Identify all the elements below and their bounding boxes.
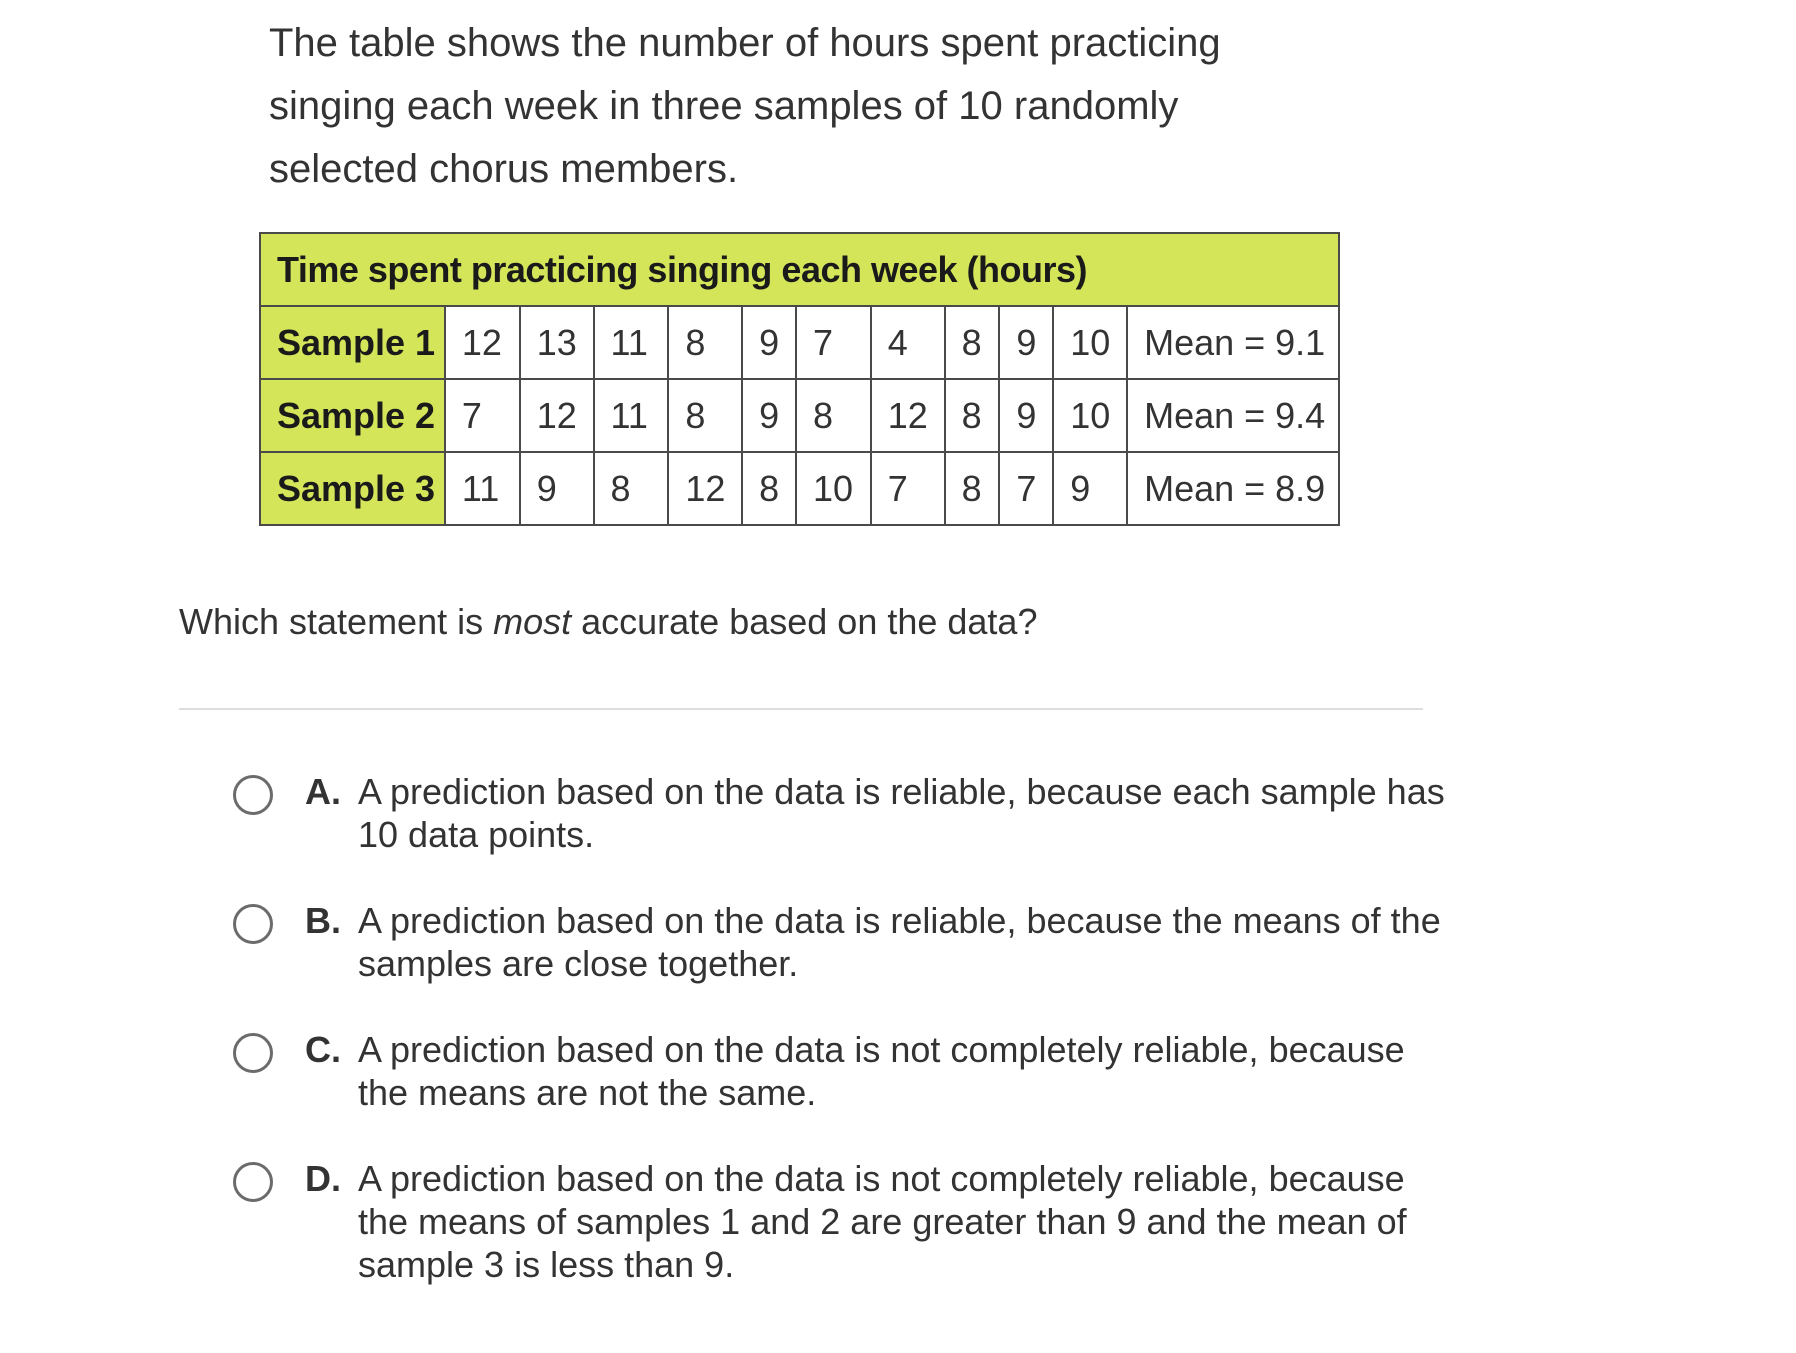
table-caption-row <box>260 233 1339 306</box>
table-cell: 8 <box>668 379 742 452</box>
table-cell: 7 <box>999 452 1053 525</box>
answer-choices <box>233 770 1453 1327</box>
table-row <box>260 306 1339 379</box>
table-cell: 7 <box>871 452 945 525</box>
table-cell: 12 <box>871 379 945 452</box>
table-cell: 9 <box>999 306 1053 379</box>
table-cell: 8 <box>668 306 742 379</box>
table-cell: 7 <box>796 306 871 379</box>
row-label: Sample 1 <box>260 306 445 379</box>
mean-cell: Mean = 9.4 <box>1127 379 1339 452</box>
radio-button-a[interactable] <box>233 775 273 815</box>
choice-letter: B. <box>305 900 341 941</box>
radio-button-d[interactable] <box>233 1162 273 1202</box>
choice-text: A prediction based on the data is not completely reliable, because the means of samples 1 and 2 are greater than 9 and the mean of sample 3 is less than 9. <box>358 1158 1407 1285</box>
table-cell: 9 <box>520 452 594 525</box>
choice-a[interactable] <box>233 770 1453 899</box>
radio-button-b[interactable] <box>233 904 273 944</box>
table-row <box>260 452 1339 525</box>
table-cell: 12 <box>520 379 594 452</box>
choice-letter: D. <box>305 1158 341 1199</box>
choice-text: A prediction based on the data is reliable, because each sample has 10 data points. <box>358 771 1445 855</box>
table-cell: 9 <box>742 379 796 452</box>
mean-cell: Mean = 9.1 <box>1127 306 1339 379</box>
question-emphasis: most <box>493 601 572 642</box>
table-cell: 11 <box>594 306 669 379</box>
table-cell: 10 <box>1053 379 1127 452</box>
table-cell: 9 <box>999 379 1053 452</box>
table-cell: 8 <box>742 452 796 525</box>
table-row <box>260 379 1339 452</box>
table-cell: 8 <box>945 306 1000 379</box>
question-prompt <box>179 598 1037 646</box>
intro-text: The table shows the number of hours spent practicing singing each week in three samples of 10 randomly selected chorus members. <box>269 21 1221 191</box>
divider <box>179 708 1423 710</box>
table-cell: 7 <box>445 379 520 452</box>
table-caption: Time spent practicing singing each week (hours) <box>260 233 1339 306</box>
table-cell: 8 <box>945 379 1000 452</box>
table-cell: 8 <box>594 452 669 525</box>
table-cell: 12 <box>445 306 520 379</box>
question-text-before: Which statement is <box>179 601 494 642</box>
row-label: Sample 2 <box>260 379 445 452</box>
choice-letter: C. <box>305 1029 341 1070</box>
mean-cell: Mean = 8.9 <box>1127 452 1339 525</box>
table-cell: 12 <box>668 452 742 525</box>
table-cell: 8 <box>796 379 871 452</box>
table-cell: 4 <box>871 306 945 379</box>
table-cell: 10 <box>1053 306 1127 379</box>
choice-b[interactable] <box>233 899 1453 1028</box>
radio-button-c[interactable] <box>233 1033 273 1073</box>
table-cell: 11 <box>594 379 669 452</box>
question-text-after: accurate based on the data? <box>571 601 1038 642</box>
table-cell: 13 <box>520 306 594 379</box>
choice-c[interactable] <box>233 1028 1453 1157</box>
choice-text: A prediction based on the data is reliable, because the means of the samples are close together. <box>358 900 1441 984</box>
row-label: Sample 3 <box>260 452 445 525</box>
choice-text: A prediction based on the data is not completely reliable, because the means are not the same. <box>358 1029 1405 1113</box>
table-cell: 8 <box>945 452 1000 525</box>
data-table <box>259 232 1340 526</box>
table-cell: 9 <box>742 306 796 379</box>
table-cell: 9 <box>1053 452 1127 525</box>
choice-d[interactable] <box>233 1157 1453 1327</box>
table-cell: 11 <box>445 452 520 525</box>
choice-letter: A. <box>305 771 341 812</box>
table-cell: 10 <box>796 452 871 525</box>
